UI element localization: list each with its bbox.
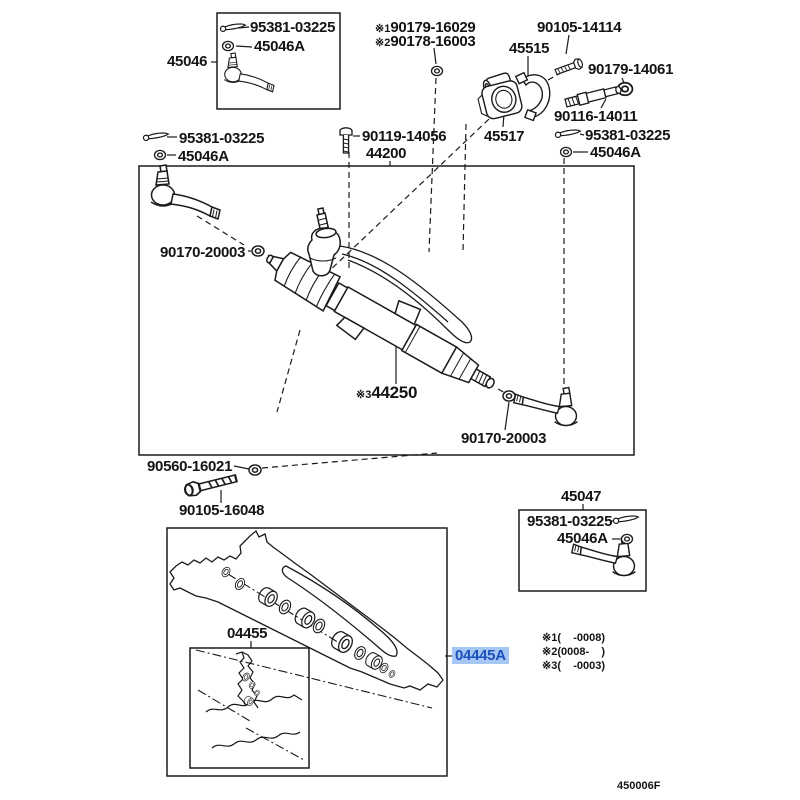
part-label-90170-20003-right[interactable]: 90170-20003 [461,430,547,447]
clamp-drawing [516,73,550,121]
part-label-95381-03225-left[interactable]: 95381-03225 [179,130,265,147]
note2-number: 90178-16003 [390,33,476,50]
stud-bolt-drawing [565,84,622,108]
note2-prefix: ※2 [375,37,391,49]
applicability-note-3: ※3( -0003) [542,660,606,672]
note1-number: 90179-16029 [390,19,476,36]
part-label-45046A-right[interactable]: 45046A [590,144,641,161]
seal-kit-drawing [170,531,443,690]
part-label-90116-14011[interactable]: 90116-14011 [554,108,638,125]
part-label-90170-20003-left[interactable]: 90170-20003 [160,244,246,261]
part-label-90105-16048[interactable]: 90105-16048 [179,502,265,519]
tie-rod-end-main-left [151,165,220,219]
part-label-45046A-left[interactable]: 45046A [178,148,229,165]
grommet-drawing [476,79,524,121]
part-label-44250[interactable] [356,384,417,401]
kit-outline [170,531,443,690]
part-label-45517[interactable]: 45517 [484,128,525,145]
part-label-45515[interactable]: 45515 [509,40,550,57]
applicability-note-2: ※2(0008- ) [542,646,606,658]
applicability-note-1: ※1( -0008) [542,632,606,644]
part-label-95381-03225-sub[interactable]: 95381-03225 [250,19,336,36]
part-label-95381-03225-right[interactable]: 95381-03225 [585,127,671,144]
tie-rod-end-sub-left [224,53,274,92]
seal-kit-box [167,528,447,776]
part-label-45047[interactable]: 45047 [561,488,602,505]
part-label-90119-14056[interactable]: 90119-14056 [362,128,447,145]
part-label-90178-16003[interactable] [375,34,475,49]
inner-kit-box [190,648,309,768]
part-label-45046A-assy[interactable]: 45046A [557,530,608,547]
part-label-90560-16021[interactable]: 90560-16021 [147,458,233,475]
center-lines [196,574,432,760]
part-label-45046A-sub[interactable]: 45046A [254,38,305,55]
part-label-04455[interactable]: 04455 [227,625,268,642]
note1-prefix: ※1 [375,23,391,35]
part-label-44200[interactable]: 44200 [366,145,407,162]
part-label-04445A-selected[interactable]: 04445A [452,647,509,664]
part-label-90179-14061[interactable]: 90179-14061 [588,61,674,78]
figure-code: 450006F [617,780,661,792]
part-label-95381-03225-assy[interactable]: 95381-03225 [527,513,613,530]
inner-kit-drawing [206,652,302,748]
part-label-90105-14114[interactable]: 90105-14114 [537,19,622,36]
rack-number: 44250 [371,383,418,402]
tie-rod-end-main-right [514,388,578,426]
rack-prefix: ※3 [356,389,372,401]
part-label-45046[interactable]: 45046 [167,53,208,70]
